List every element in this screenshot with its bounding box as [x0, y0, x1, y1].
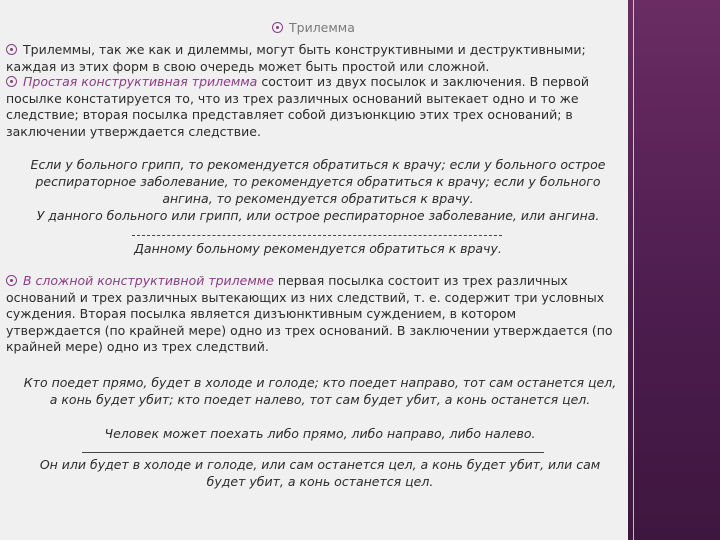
sidebar-divider — [633, 0, 634, 540]
example-1-conclusion: Данному больному рекомендуется обратиться к врачу. — [134, 241, 502, 256]
slide-title — [272, 20, 355, 35]
bullet-icon — [6, 76, 17, 87]
simple-trilemma-term: Простая конструктивная трилемма — [23, 74, 258, 89]
example-1-separator — [132, 235, 502, 236]
example-2-premise-1: Кто поедет прямо, будет в холоде и голоде; кто поедет направо, тот сам останется цел, а конь будет убит; кто поедет налево, тот сам будет убит, а конь останется цел. — [23, 375, 617, 407]
bullet-icon — [6, 275, 17, 286]
complex-trilemma-term: В сложной конструктивной трилемме — [23, 273, 274, 288]
paragraph-intro — [6, 42, 614, 75]
complex-trilemma-text: первая посылка состоит из трех различных оснований и трех различных вытекающих из них следствий, т. е. содержит три условных суждения. Вторая посылка является дизъюнктивным суждением, в котором утверждается (по крайней мере) одно из трех оснований. В заключении утверждается (по крайней мере) одно из трех следствий. — [6, 273, 613, 354]
example-2-separator — [82, 452, 544, 453]
example-1-premise-2: У данного больного или грипп, или острое респираторное заболевание, или ангина. — [36, 208, 600, 223]
bullet-icon — [272, 22, 283, 33]
slide-title-text: Трилемма — [289, 20, 355, 35]
paragraph-intro-text: Трилеммы, так же как и дилеммы, могут быть конструктивными и деструктивными; каждая из этих форм в свою очередь может быть простой или сложной. — [6, 42, 586, 74]
example-2-premise-2: Человек может поехать либо прямо, либо направо, либо налево. — [104, 426, 536, 441]
paragraph-simple-trilemma — [6, 74, 614, 140]
example-2-conclusion: Он или будет в холоде и голоде, или сам останется цел, а конь будет убит, или сам будет убит, а конь останется цел. — [39, 457, 601, 489]
bullet-icon — [6, 44, 17, 55]
decorative-sidebar — [628, 0, 720, 540]
example-1-premise-1: Если у больного грипп, то рекомендуется обратиться к врачу; если у больного острое респираторное заболевание, то рекомендуется обратиться к врачу; если у больного ангина, то рекомендуется обратиться к врачу. — [30, 157, 606, 206]
simple-trilemma-text: состоит из двух посылок и заключения. В первой посылке констатируется то, что из трех различных оснований вытекает одно и то же следствие; вторая посылка представляет собой дизъюнкцию этих трех оснований; в заключении утверждается следствие. — [6, 74, 590, 139]
paragraph-complex-trilemma — [6, 273, 614, 356]
